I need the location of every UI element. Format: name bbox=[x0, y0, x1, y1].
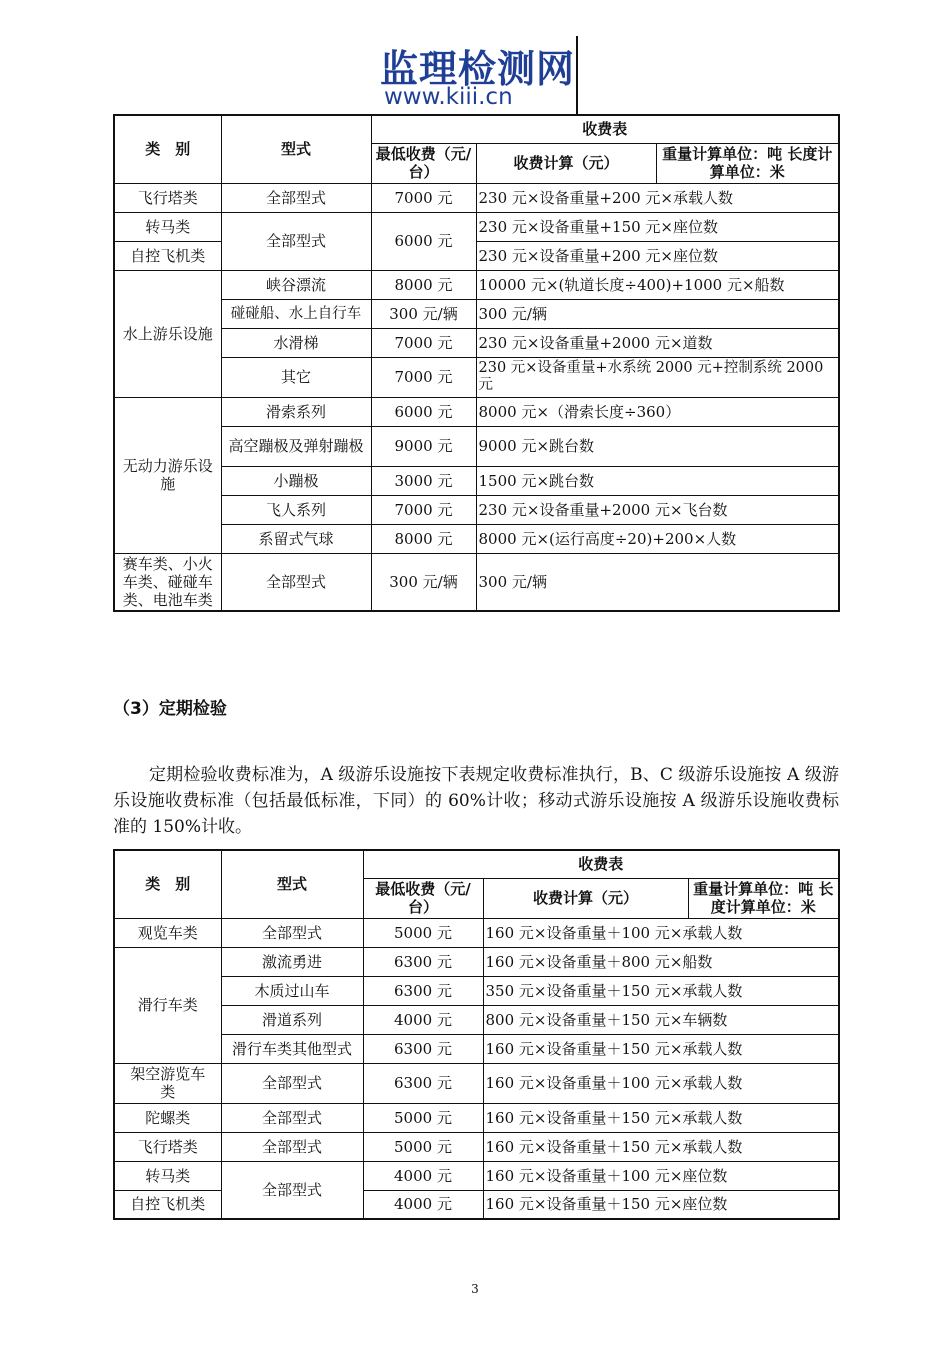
cell-calc: 8000 元×（滑索长度÷360） bbox=[476, 397, 839, 426]
cell-min-fee: 8000 元 bbox=[371, 524, 476, 553]
table-row bbox=[114, 270, 839, 299]
cell-type: 全部型式 bbox=[221, 1132, 363, 1161]
cell-min-fee: 6300 元 bbox=[363, 947, 483, 976]
cell-min-fee: 8000 元 bbox=[371, 270, 476, 299]
header-calc: 收费计算（元） bbox=[483, 878, 688, 918]
table-row bbox=[114, 1005, 839, 1034]
header-type: 型式 bbox=[221, 850, 363, 918]
table-row bbox=[114, 1161, 839, 1190]
header-calc: 收费计算（元） bbox=[476, 143, 656, 183]
table-row bbox=[114, 426, 839, 466]
cell-calc: 160 元×设备重量＋150 元×承载人数 bbox=[483, 1132, 839, 1161]
cell-category: 飞行塔类 bbox=[114, 1132, 221, 1161]
cell-category: 转马类 bbox=[114, 1161, 221, 1190]
cell-min-fee: 7000 元 bbox=[371, 183, 476, 212]
cell-calc: 230 元×设备重量+200 元×承载人数 bbox=[476, 183, 839, 212]
cell-calc: 160 元×设备重量＋800 元×船数 bbox=[483, 947, 839, 976]
header-category: 类 别 bbox=[114, 850, 221, 918]
cell-min-fee: 6300 元 bbox=[363, 1034, 483, 1063]
table-row bbox=[114, 328, 839, 357]
cell-min-fee: 9000 元 bbox=[371, 426, 476, 466]
cell-min-fee: 300 元/辆 bbox=[371, 299, 476, 328]
cell-type: 激流勇进 bbox=[221, 947, 363, 976]
cell-calc: 230 元×设备重量+200 元×座位数 bbox=[476, 241, 839, 270]
header-fee-table: 收费表 bbox=[371, 115, 839, 143]
cell-type: 滑行车类其他型式 bbox=[221, 1034, 363, 1063]
cell-calc: 160 元×设备重量＋100 元×承载人数 bbox=[483, 918, 839, 947]
cell-category: 水上游乐设施 bbox=[114, 270, 221, 397]
fee-table-2 bbox=[113, 849, 840, 1220]
site-logo bbox=[372, 32, 580, 116]
cell-calc: 230 元×设备重量+2000 元×道数 bbox=[476, 328, 839, 357]
logo-url: www.kiii.cn bbox=[384, 84, 513, 110]
cell-type: 其它 bbox=[221, 357, 371, 397]
cell-category: 赛车类、小火车类、碰碰车类、电池车类 bbox=[114, 553, 221, 611]
cell-min-fee: 7000 元 bbox=[371, 328, 476, 357]
table-row bbox=[114, 495, 839, 524]
cell-calc: 8000 元×(运行高度÷20)+200×人数 bbox=[476, 524, 839, 553]
cell-type: 系留式气球 bbox=[221, 524, 371, 553]
cell-category: 自控飞机类 bbox=[114, 1190, 221, 1219]
header-units: 重量计算单位：吨 长度计算单位：米 bbox=[688, 878, 839, 918]
cell-calc: 300 元/辆 bbox=[476, 299, 839, 328]
cell-type: 全部型式 bbox=[221, 183, 371, 212]
header-fee-table: 收费表 bbox=[363, 850, 839, 878]
cell-type: 碰碰船、水上自行车 bbox=[221, 299, 371, 328]
cell-category: 转马类 bbox=[114, 212, 221, 241]
cell-category: 陀螺类 bbox=[114, 1103, 221, 1132]
cell-type: 水滑梯 bbox=[221, 328, 371, 357]
table-row bbox=[114, 299, 839, 328]
cell-calc: 230 元×设备重量+水系统 2000 元+控制系统 2000 元 bbox=[476, 357, 839, 397]
table-row bbox=[114, 976, 839, 1005]
cell-type: 全部型式 bbox=[221, 1161, 363, 1219]
table-row bbox=[114, 947, 839, 976]
table-row bbox=[114, 357, 839, 397]
table-row bbox=[114, 397, 839, 426]
cell-type: 全部型式 bbox=[221, 1063, 363, 1103]
cell-type: 滑索系列 bbox=[221, 397, 371, 426]
cell-min-fee: 6000 元 bbox=[371, 212, 476, 270]
header-category: 类 别 bbox=[114, 115, 221, 183]
logo-divider bbox=[576, 36, 578, 116]
header-min-fee: 最低收费（元/台） bbox=[363, 878, 483, 918]
header-units: 重量计算单位：吨 长度计算单位：米 bbox=[656, 143, 839, 183]
cell-min-fee: 3000 元 bbox=[371, 466, 476, 495]
table-row bbox=[114, 918, 839, 947]
cell-min-fee: 6300 元 bbox=[363, 1063, 483, 1103]
cell-min-fee: 4000 元 bbox=[363, 1005, 483, 1034]
cell-calc: 800 元×设备重量＋150 元×车辆数 bbox=[483, 1005, 839, 1034]
cell-min-fee: 5000 元 bbox=[363, 1132, 483, 1161]
page-number: 3 bbox=[471, 1282, 479, 1296]
cell-calc: 350 元×设备重量＋150 元×承载人数 bbox=[483, 976, 839, 1005]
cell-type: 峡谷漂流 bbox=[221, 270, 371, 299]
table-row bbox=[114, 1103, 839, 1132]
table-row bbox=[114, 212, 839, 241]
cell-calc: 300 元/辆 bbox=[476, 553, 839, 611]
table-row bbox=[114, 1034, 839, 1063]
table-row bbox=[114, 1132, 839, 1161]
cell-type: 小蹦极 bbox=[221, 466, 371, 495]
cell-type: 全部型式 bbox=[221, 918, 363, 947]
cell-type: 飞人系列 bbox=[221, 495, 371, 524]
cell-calc: 1500 元×跳台数 bbox=[476, 466, 839, 495]
cell-calc: 230 元×设备重量+2000 元×飞台数 bbox=[476, 495, 839, 524]
table-row bbox=[114, 524, 839, 553]
cell-min-fee: 5000 元 bbox=[363, 918, 483, 947]
table-row bbox=[114, 466, 839, 495]
cell-calc: 230 元×设备重量+150 元×座位数 bbox=[476, 212, 839, 241]
cell-calc: 160 元×设备重量＋150 元×座位数 bbox=[483, 1190, 839, 1219]
logo-title: 监理检测网 bbox=[380, 47, 576, 91]
section-paragraph: 定期检验收费标准为，A 级游乐设施按下表规定收费标准执行，B、C 级游乐设施按 A 级游乐设施收费标准（包括最低标准，下同）的 60%计收；移动式游乐设施按 A 级游乐设施收费标准的 150%计收。 bbox=[113, 765, 839, 837]
cell-type: 滑道系列 bbox=[221, 1005, 363, 1034]
cell-category: 观览车类 bbox=[114, 918, 221, 947]
cell-min-fee: 6300 元 bbox=[363, 976, 483, 1005]
cell-type: 木质过山车 bbox=[221, 976, 363, 1005]
cell-category: 飞行塔类 bbox=[114, 183, 221, 212]
cell-calc: 160 元×设备重量＋100 元×承载人数 bbox=[483, 1063, 839, 1103]
cell-calc: 160 元×设备重量＋150 元×承载人数 bbox=[483, 1034, 839, 1063]
cell-calc: 160 元×设备重量＋100 元×座位数 bbox=[483, 1161, 839, 1190]
section-heading: （3）定期检验 bbox=[113, 699, 227, 719]
cell-calc: 10000 元×(轨道长度÷400)+1000 元×船数 bbox=[476, 270, 839, 299]
table-row bbox=[114, 553, 839, 611]
cell-category: 自控飞机类 bbox=[114, 241, 221, 270]
cell-min-fee: 5000 元 bbox=[363, 1103, 483, 1132]
cell-type: 全部型式 bbox=[221, 212, 371, 270]
cell-category: 架空游览车类 bbox=[114, 1063, 221, 1103]
cell-min-fee: 4000 元 bbox=[363, 1161, 483, 1190]
cell-min-fee: 7000 元 bbox=[371, 495, 476, 524]
cell-type: 全部型式 bbox=[221, 553, 371, 611]
cell-type: 高空蹦极及弹射蹦极 bbox=[221, 426, 371, 466]
cell-type: 全部型式 bbox=[221, 1103, 363, 1132]
cell-min-fee: 7000 元 bbox=[371, 357, 476, 397]
cell-calc: 160 元×设备重量＋150 元×承载人数 bbox=[483, 1103, 839, 1132]
header-type: 型式 bbox=[221, 115, 371, 183]
header-min-fee: 最低收费（元/台） bbox=[371, 143, 476, 183]
cell-category: 无动力游乐设施 bbox=[114, 397, 221, 553]
table-row bbox=[114, 1063, 839, 1103]
table-row bbox=[114, 183, 839, 212]
cell-min-fee: 4000 元 bbox=[363, 1190, 483, 1219]
cell-min-fee: 6000 元 bbox=[371, 397, 476, 426]
cell-calc: 9000 元×跳台数 bbox=[476, 426, 839, 466]
fee-table-1 bbox=[113, 114, 840, 612]
cell-min-fee: 300 元/辆 bbox=[371, 553, 476, 611]
cell-category: 滑行车类 bbox=[114, 947, 221, 1063]
